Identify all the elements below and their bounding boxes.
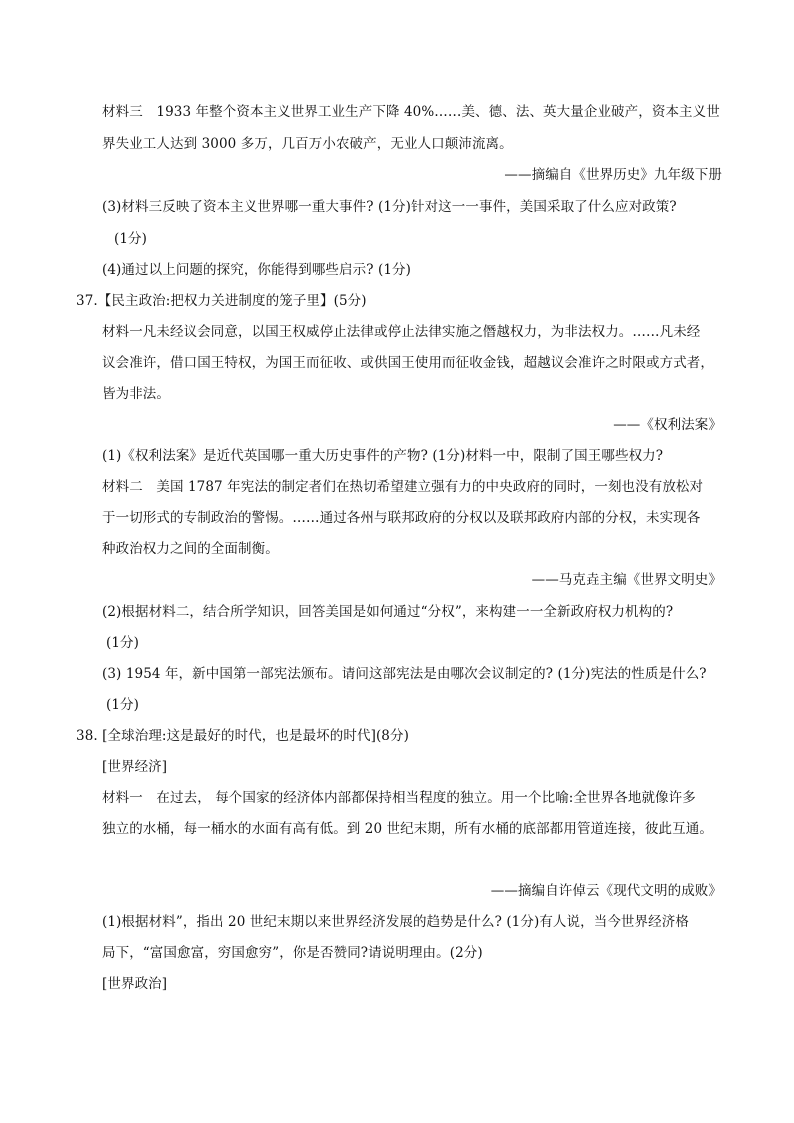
- q37-material-1: 材料一凡未经议会同意，以国王权威停止法律或停止法律实施之僭越权力，为非法权力。……凡未经: [102, 324, 701, 340]
- q37-question-3-score: (1分): [106, 697, 140, 713]
- question-3: (3)材料三反映了资本主义世界哪一重大事件? (1分)针对这一一事件，美国采取了什么应对政策?: [102, 199, 677, 215]
- q37-material-2-end: 种政治权力之间的全面制衡。: [102, 541, 279, 557]
- q37-question-2-score: (1分): [106, 635, 140, 651]
- material-3-text: 材料三 1933 年整个资本主义世界工业生产下降 40%……美、德、法、英大量企业破产，资本主义世: [102, 104, 720, 120]
- q38-question-1-cont: 局下，“富国愈富，穷国愈穷”，你是否赞同?请说明理由。(2分): [102, 945, 483, 961]
- q37-material-1-cont: 议会准许，借口国王特权，为国王而征收、或供国王使用而征收金钱，超越议会准许之时限或方式者，: [102, 355, 714, 371]
- question-37-heading: 37.【民主政治:把权力关进制度的笼子里】(5分): [76, 293, 367, 309]
- q37-material-2-cont: 于一切形式的专制政治的警惕。……通过各州与联邦政府的分权以及联邦政府内部的分权，未实现各: [102, 510, 701, 526]
- material-3-text-cont: 界失业工人达到 3000 多万，几百万小农破产，无业人口颠沛流离。: [102, 136, 513, 152]
- q38-section-politics: [世界政治]: [102, 976, 168, 992]
- q38-material-1-source: ——摘编自许倬云《现代文明的成败》: [490, 883, 722, 899]
- q38-material-1: 材料一 在过去， 每个国家的经济体内部都保持相当程度的独立。用一个比喻:全世界各地就像许多: [102, 790, 696, 806]
- q37-material-2: 材料二 美国 1787 年宪法的制定者们在热切希望建立强有力的中央政府的同时，一刻也没有放松对: [102, 479, 704, 495]
- question-38-heading: 38. [全球治理:这是最好的时代，也是最坏的时代](8分): [76, 728, 409, 744]
- q37-material-1-end: 皆为非法。: [102, 386, 170, 402]
- material-3-source: ——摘编自《世界历史》九年级下册: [504, 167, 722, 183]
- q38-material-1-cont: 独立的水桶，每一桶水的水面有高有低。到 20 世纪末期，所有水桶的底部都用管道连接，彼此互通。: [102, 821, 713, 837]
- question-3-score: (1分): [114, 231, 148, 247]
- q37-question-3: (3) 1954 年，新中国第一部宪法颁布。请问这部宪法是由哪次会议制定的? (1分)宪法的性质是什么?: [102, 666, 707, 682]
- q37-material-1-source: ——《权利法案》: [613, 417, 722, 433]
- q38-section-economy: [世界经济]: [102, 759, 168, 775]
- question-4: (4)通过以上问题的探究，你能得到哪些启示? (1分): [102, 262, 411, 278]
- q38-question-1: (1)根据材料”，指出 20 世纪末期以来世界经济发展的趋势是什么? (1分)有人说，当今世界经济格: [102, 914, 689, 930]
- q37-question-1: (1)《权利法案》是近代英国哪一重大历史事件的产物? (1分)材料一中，限制了国王哪些权力?: [102, 448, 664, 464]
- q37-question-2: (2)根据材料二，结合所学知识，回答美国是如何通过“分权”，来构建一一全新政府权力机构的?: [102, 604, 674, 620]
- q37-material-2-source: ——马克垚主编《世界文明史》: [531, 572, 722, 588]
